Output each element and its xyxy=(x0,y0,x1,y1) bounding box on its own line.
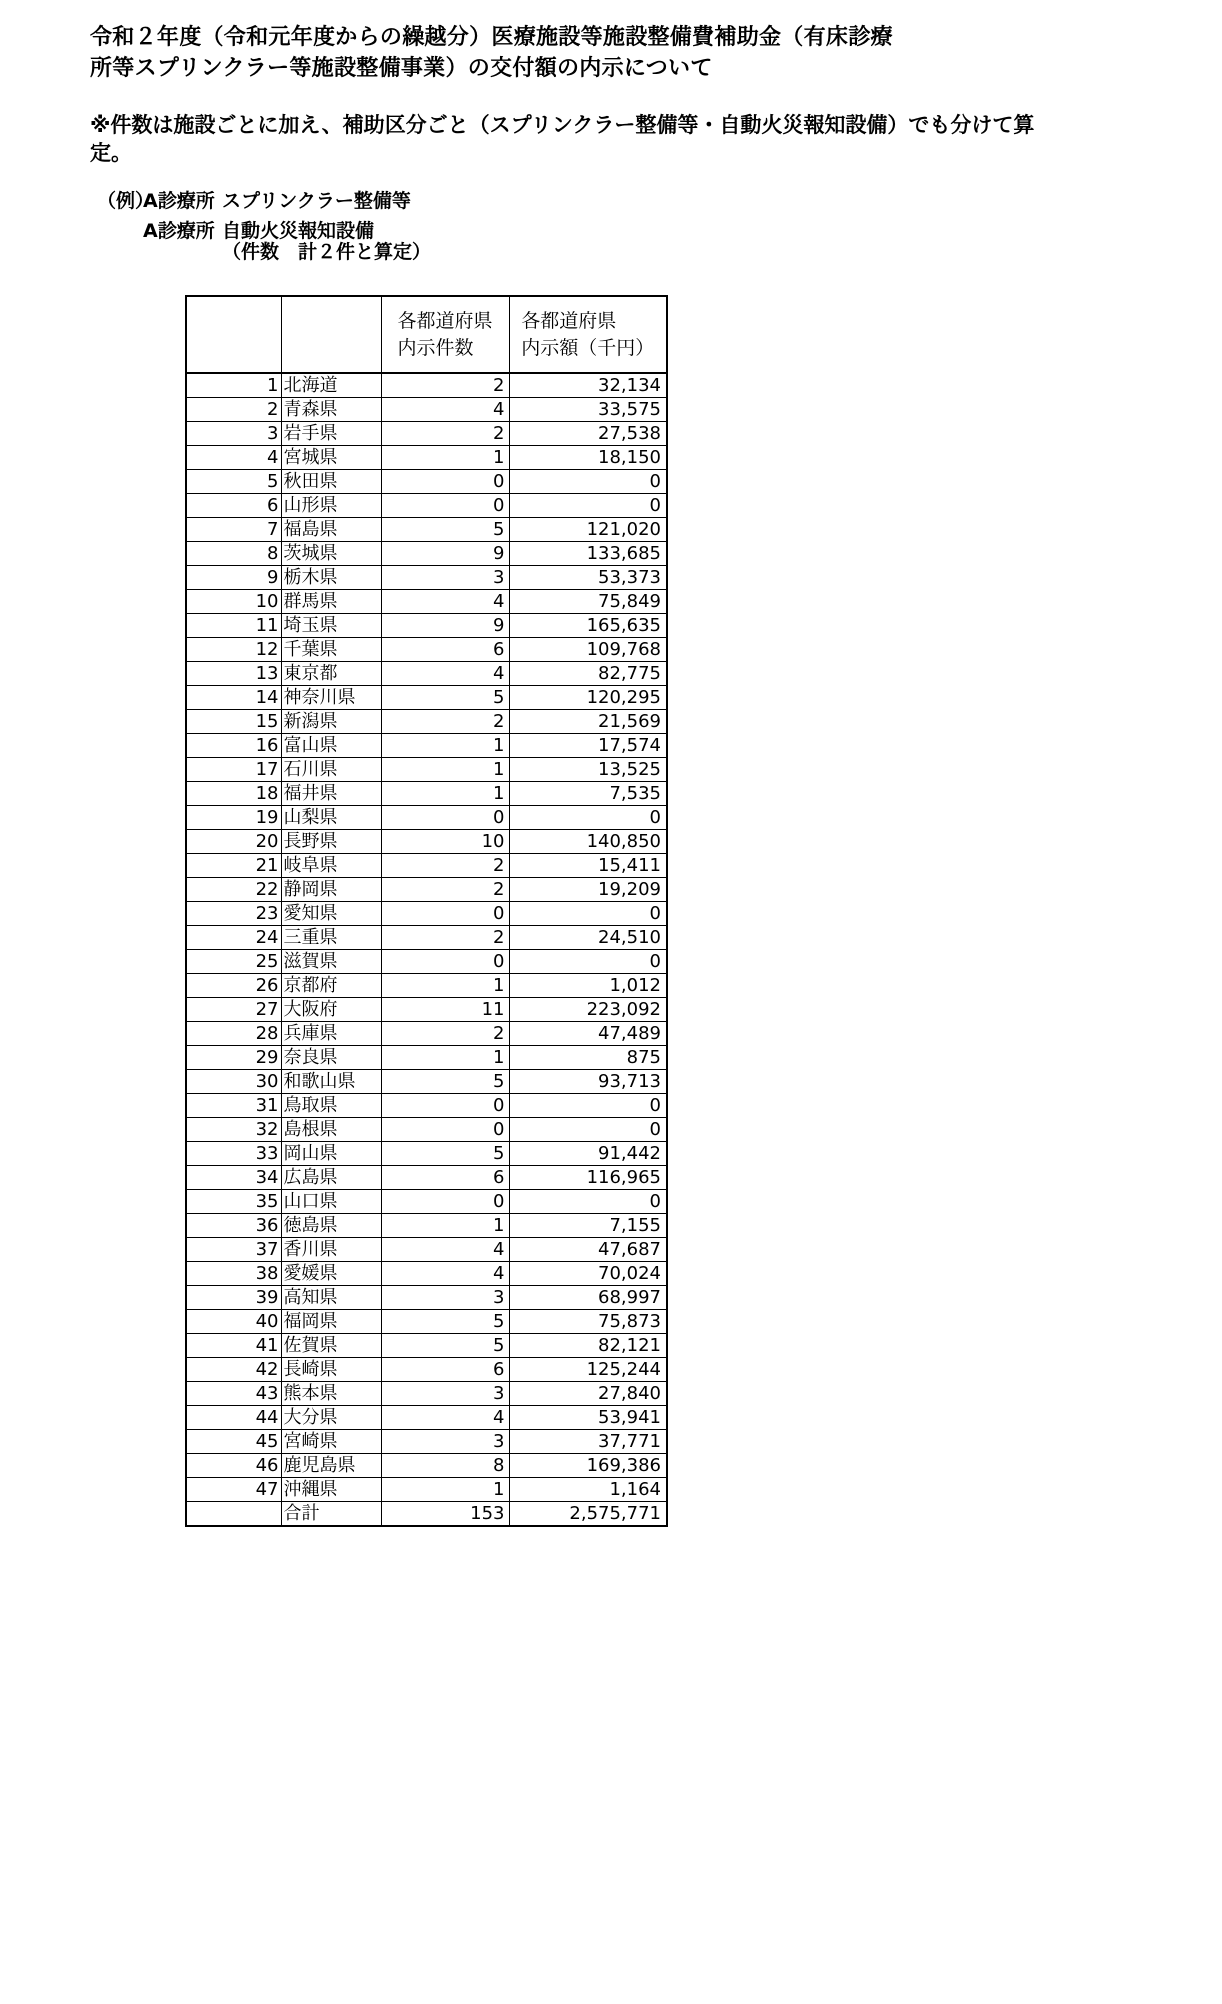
prefecture-name: 長崎県 xyxy=(281,1358,381,1382)
prefecture-name: 栃木県 xyxy=(281,566,381,590)
amount-value: 133,685 xyxy=(509,542,667,566)
amount-value: 0 xyxy=(509,1094,667,1118)
amount-value: 0 xyxy=(509,806,667,830)
amount-value: 27,538 xyxy=(509,422,667,446)
prefecture-name: 島根県 xyxy=(281,1118,381,1142)
count-value: 9 xyxy=(381,542,509,566)
row-number: 47 xyxy=(186,1478,281,1502)
amount-value: 0 xyxy=(509,902,667,926)
count-value: 2 xyxy=(381,1022,509,1046)
prefecture-name: 山口県 xyxy=(281,1190,381,1214)
prefecture-row xyxy=(186,1190,667,1214)
row-number: 31 xyxy=(186,1094,281,1118)
prefecture-name: 秋田県 xyxy=(281,470,381,494)
amount-value: 18,150 xyxy=(509,446,667,470)
amount-value: 93,713 xyxy=(509,1070,667,1094)
prefecture-row xyxy=(186,782,667,806)
prefecture-row xyxy=(186,542,667,566)
prefecture-row xyxy=(186,1382,667,1406)
prefecture-name: 高知県 xyxy=(281,1286,381,1310)
prefecture-name: 熊本県 xyxy=(281,1382,381,1406)
row-number: 40 xyxy=(186,1310,281,1334)
prefecture-name: 兵庫県 xyxy=(281,1022,381,1046)
prefecture-row xyxy=(186,1478,667,1502)
prefecture-row xyxy=(186,974,667,998)
row-number: 18 xyxy=(186,782,281,806)
count-value: 4 xyxy=(381,398,509,422)
count-value: 3 xyxy=(381,1286,509,1310)
row-number: 7 xyxy=(186,518,281,542)
count-value: 1 xyxy=(381,1046,509,1070)
prefecture-name: 茨城県 xyxy=(281,542,381,566)
count-value: 2 xyxy=(381,878,509,902)
count-value: 0 xyxy=(381,1094,509,1118)
row-number: 26 xyxy=(186,974,281,998)
amount-value: 68,997 xyxy=(509,1286,667,1310)
amount-value: 91,442 xyxy=(509,1142,667,1166)
amount-value: 75,849 xyxy=(509,590,667,614)
total-amount: 2,575,771 xyxy=(509,1502,667,1527)
amount-value: 875 xyxy=(509,1046,667,1070)
amount-value: 120,295 xyxy=(509,686,667,710)
row-number: 3 xyxy=(186,422,281,446)
amount-value: 1,012 xyxy=(509,974,667,998)
row-number: 27 xyxy=(186,998,281,1022)
amount-value: 32,134 xyxy=(509,373,667,398)
header-count-line2: 内示件数 xyxy=(397,336,474,359)
prefecture-name: 岐阜県 xyxy=(281,854,381,878)
amount-value: 47,687 xyxy=(509,1238,667,1262)
prefecture-row xyxy=(186,998,667,1022)
row-number: 8 xyxy=(186,542,281,566)
prefecture-row xyxy=(186,734,667,758)
amount-value: 121,020 xyxy=(509,518,667,542)
row-number: 11 xyxy=(186,614,281,638)
prefecture-row xyxy=(186,926,667,950)
total-count: 153 xyxy=(381,1502,509,1527)
prefecture-row xyxy=(186,638,667,662)
prefecture-name: 香川県 xyxy=(281,1238,381,1262)
amount-value: 47,489 xyxy=(509,1022,667,1046)
header-blank-no xyxy=(186,296,281,373)
row-number: 17 xyxy=(186,758,281,782)
prefecture-name: 富山県 xyxy=(281,734,381,758)
amount-value: 0 xyxy=(509,950,667,974)
count-value: 9 xyxy=(381,614,509,638)
total-blank-no xyxy=(186,1502,281,1527)
example-category: スプリンクラー整備等 xyxy=(222,190,411,213)
amount-value: 24,510 xyxy=(509,926,667,950)
row-number: 42 xyxy=(186,1358,281,1382)
amount-value: 0 xyxy=(509,494,667,518)
amount-value: 82,121 xyxy=(509,1334,667,1358)
row-number: 45 xyxy=(186,1430,281,1454)
count-value: 5 xyxy=(381,518,509,542)
row-number: 4 xyxy=(186,446,281,470)
header-count-line1: 各都道府県 xyxy=(397,309,493,332)
example-line-3 xyxy=(97,242,1222,263)
prefecture-name: 京都府 xyxy=(281,974,381,998)
amount-value: 169,386 xyxy=(509,1454,667,1478)
prefecture-name: 和歌山県 xyxy=(281,1070,381,1094)
row-number: 32 xyxy=(186,1118,281,1142)
count-value: 2 xyxy=(381,373,509,398)
count-value: 0 xyxy=(381,950,509,974)
prefecture-row xyxy=(186,446,667,470)
amount-value: 53,941 xyxy=(509,1406,667,1430)
row-number: 43 xyxy=(186,1382,281,1406)
count-value: 1 xyxy=(381,1214,509,1238)
count-value: 1 xyxy=(381,974,509,998)
prefecture-row xyxy=(186,854,667,878)
row-number: 21 xyxy=(186,854,281,878)
example-line-2 xyxy=(97,221,1222,242)
count-value: 5 xyxy=(381,1142,509,1166)
prefecture-row xyxy=(186,614,667,638)
prefecture-row xyxy=(186,950,667,974)
amount-value: 37,771 xyxy=(509,1430,667,1454)
count-value: 4 xyxy=(381,590,509,614)
count-value: 0 xyxy=(381,470,509,494)
header-count-column xyxy=(381,296,509,373)
prefecture-row xyxy=(186,1022,667,1046)
amount-value: 70,024 xyxy=(509,1262,667,1286)
amount-value: 140,850 xyxy=(509,830,667,854)
prefecture-name: 山梨県 xyxy=(281,806,381,830)
example-clinic-name: A診療所 xyxy=(143,190,215,213)
row-number: 25 xyxy=(186,950,281,974)
row-number: 10 xyxy=(186,590,281,614)
count-value: 5 xyxy=(381,1334,509,1358)
count-value: 0 xyxy=(381,1190,509,1214)
row-number: 39 xyxy=(186,1286,281,1310)
prefecture-row xyxy=(186,590,667,614)
count-value: 10 xyxy=(381,830,509,854)
row-number: 46 xyxy=(186,1454,281,1478)
count-value: 5 xyxy=(381,1070,509,1094)
amount-value: 223,092 xyxy=(509,998,667,1022)
prefecture-row xyxy=(186,422,667,446)
prefecture-row xyxy=(186,470,667,494)
count-value: 0 xyxy=(381,494,509,518)
prefecture-name: 千葉県 xyxy=(281,638,381,662)
prefecture-name: 滋賀県 xyxy=(281,950,381,974)
count-value: 0 xyxy=(381,1118,509,1142)
prefecture-row xyxy=(186,398,667,422)
row-number: 20 xyxy=(186,830,281,854)
amount-value: 165,635 xyxy=(509,614,667,638)
prefecture-name: 岡山県 xyxy=(281,1142,381,1166)
amount-value: 116,965 xyxy=(509,1166,667,1190)
prefecture-row xyxy=(186,662,667,686)
header-amount-line1: 各都道府県 xyxy=(521,309,617,332)
example-label: （例） xyxy=(97,190,155,213)
prefecture-name: 石川県 xyxy=(281,758,381,782)
amount-value: 125,244 xyxy=(509,1358,667,1382)
count-value: 1 xyxy=(381,1478,509,1502)
amount-value: 15,411 xyxy=(509,854,667,878)
prefecture-row xyxy=(186,1358,667,1382)
row-number: 41 xyxy=(186,1334,281,1358)
amount-value: 75,873 xyxy=(509,1310,667,1334)
row-number: 15 xyxy=(186,710,281,734)
amount-value: 0 xyxy=(509,1190,667,1214)
prefecture-row xyxy=(186,518,667,542)
prefecture-row xyxy=(186,1286,667,1310)
row-number: 6 xyxy=(186,494,281,518)
prefecture-name: 山形県 xyxy=(281,494,381,518)
prefecture-name: 佐賀県 xyxy=(281,1334,381,1358)
prefecture-name: 福島県 xyxy=(281,518,381,542)
document-title: 令和２年度（令和元年度からの繰越分）医療施設等施設整備費補助金（有床診療所等スプリンクラー等施設整備事業）の交付額の内示について xyxy=(90,25,893,82)
prefecture-row xyxy=(186,830,667,854)
prefecture-row xyxy=(186,1118,667,1142)
amount-value: 7,155 xyxy=(509,1214,667,1238)
prefecture-row xyxy=(186,758,667,782)
prefecture-row xyxy=(186,1166,667,1190)
prefecture-name: 北海道 xyxy=(281,373,381,398)
prefecture-name: 神奈川県 xyxy=(281,686,381,710)
calculation-note: ※件数は施設ごとに加え、補助区分ごと（スプリンクラー整備等・自動火災報知設備）でも分けて算定。 xyxy=(90,113,1035,165)
header-blank-pref xyxy=(281,296,381,373)
example-category: 自動火災報知設備 xyxy=(222,220,375,243)
prefecture-row xyxy=(186,1070,667,1094)
count-value: 0 xyxy=(381,806,509,830)
prefecture-name: 東京都 xyxy=(281,662,381,686)
table-header-row xyxy=(186,296,667,373)
prefecture-name: 新潟県 xyxy=(281,710,381,734)
row-number: 28 xyxy=(186,1022,281,1046)
prefecture-name: 大分県 xyxy=(281,1406,381,1430)
prefecture-row xyxy=(186,1238,667,1262)
count-value: 4 xyxy=(381,1262,509,1286)
row-number: 19 xyxy=(186,806,281,830)
prefecture-row xyxy=(186,1310,667,1334)
amount-value: 0 xyxy=(509,1118,667,1142)
total-row xyxy=(186,1502,667,1527)
count-value: 5 xyxy=(381,686,509,710)
row-number: 37 xyxy=(186,1238,281,1262)
amount-value: 1,164 xyxy=(509,1478,667,1502)
prefecture-name: 長野県 xyxy=(281,830,381,854)
prefecture-name: 三重県 xyxy=(281,926,381,950)
count-value: 0 xyxy=(381,902,509,926)
prefecture-name: 福井県 xyxy=(281,782,381,806)
prefecture-row xyxy=(186,1406,667,1430)
total-label: 合計 xyxy=(281,1502,381,1527)
count-value: 1 xyxy=(381,446,509,470)
row-number: 36 xyxy=(186,1214,281,1238)
amount-value: 21,569 xyxy=(509,710,667,734)
count-value: 4 xyxy=(381,1406,509,1430)
amount-value: 82,775 xyxy=(509,662,667,686)
prefecture-name: 群馬県 xyxy=(281,590,381,614)
count-value: 2 xyxy=(381,926,509,950)
count-value: 1 xyxy=(381,758,509,782)
prefecture-name: 徳島県 xyxy=(281,1214,381,1238)
count-value: 4 xyxy=(381,662,509,686)
count-value: 2 xyxy=(381,710,509,734)
header-amount-line2: 内示額（千円） xyxy=(521,336,655,359)
amount-value: 13,525 xyxy=(509,758,667,782)
example-block xyxy=(97,191,1222,263)
row-number: 38 xyxy=(186,1262,281,1286)
row-number: 34 xyxy=(186,1166,281,1190)
prefecture-row xyxy=(186,1454,667,1478)
row-number: 24 xyxy=(186,926,281,950)
prefecture-name: 青森県 xyxy=(281,398,381,422)
prefecture-table-body xyxy=(186,373,667,1502)
prefecture-table xyxy=(185,295,668,1527)
prefecture-name: 広島県 xyxy=(281,1166,381,1190)
amount-value: 7,535 xyxy=(509,782,667,806)
prefecture-row xyxy=(186,806,667,830)
row-number: 29 xyxy=(186,1046,281,1070)
count-value: 6 xyxy=(381,638,509,662)
count-value: 2 xyxy=(381,854,509,878)
example-line-1 xyxy=(97,191,1222,212)
row-number: 16 xyxy=(186,734,281,758)
amount-value: 27,840 xyxy=(509,1382,667,1406)
row-number: 9 xyxy=(186,566,281,590)
count-value: 3 xyxy=(381,1430,509,1454)
prefecture-name: 埼玉県 xyxy=(281,614,381,638)
count-value: 3 xyxy=(381,1382,509,1406)
amount-value: 33,575 xyxy=(509,398,667,422)
prefecture-row xyxy=(186,1334,667,1358)
example-clinic-name: A診療所 xyxy=(143,220,215,243)
prefecture-name: 宮崎県 xyxy=(281,1430,381,1454)
prefecture-name: 鹿児島県 xyxy=(281,1454,381,1478)
row-number: 2 xyxy=(186,398,281,422)
prefecture-name: 岩手県 xyxy=(281,422,381,446)
prefecture-name: 静岡県 xyxy=(281,878,381,902)
prefecture-name: 奈良県 xyxy=(281,1046,381,1070)
prefecture-row xyxy=(186,1262,667,1286)
row-number: 35 xyxy=(186,1190,281,1214)
prefecture-name: 大阪府 xyxy=(281,998,381,1022)
row-number: 22 xyxy=(186,878,281,902)
prefecture-name: 沖縄県 xyxy=(281,1478,381,1502)
row-number: 30 xyxy=(186,1070,281,1094)
amount-value: 19,209 xyxy=(509,878,667,902)
prefecture-row xyxy=(186,902,667,926)
prefecture-row xyxy=(186,1430,667,1454)
prefecture-name: 宮城県 xyxy=(281,446,381,470)
prefecture-row xyxy=(186,1142,667,1166)
prefecture-row xyxy=(186,1046,667,1070)
row-number: 14 xyxy=(186,686,281,710)
prefecture-name: 愛媛県 xyxy=(281,1262,381,1286)
count-value: 4 xyxy=(381,1238,509,1262)
row-number: 44 xyxy=(186,1406,281,1430)
row-number: 33 xyxy=(186,1142,281,1166)
amount-value: 109,768 xyxy=(509,638,667,662)
row-number: 12 xyxy=(186,638,281,662)
amount-value: 0 xyxy=(509,470,667,494)
prefecture-row xyxy=(186,1214,667,1238)
count-value: 5 xyxy=(381,1310,509,1334)
row-number: 13 xyxy=(186,662,281,686)
header-amount-column xyxy=(509,296,667,373)
amount-value: 17,574 xyxy=(509,734,667,758)
prefecture-row xyxy=(186,878,667,902)
prefecture-row xyxy=(186,1094,667,1118)
count-value: 6 xyxy=(381,1358,509,1382)
example-count-note: （件数 計２件と算定） xyxy=(222,241,432,264)
count-value: 8 xyxy=(381,1454,509,1478)
prefecture-name: 愛知県 xyxy=(281,902,381,926)
count-value: 1 xyxy=(381,734,509,758)
count-value: 3 xyxy=(381,566,509,590)
prefecture-name: 福岡県 xyxy=(281,1310,381,1334)
prefecture-name: 鳥取県 xyxy=(281,1094,381,1118)
count-value: 11 xyxy=(381,998,509,1022)
count-value: 6 xyxy=(381,1166,509,1190)
prefecture-row xyxy=(186,494,667,518)
prefecture-row xyxy=(186,373,667,398)
count-value: 1 xyxy=(381,782,509,806)
row-number: 5 xyxy=(186,470,281,494)
row-number: 1 xyxy=(186,373,281,398)
prefecture-row xyxy=(186,710,667,734)
prefecture-row xyxy=(186,566,667,590)
prefecture-row xyxy=(186,686,667,710)
count-value: 2 xyxy=(381,422,509,446)
row-number: 23 xyxy=(186,902,281,926)
amount-value: 53,373 xyxy=(509,566,667,590)
